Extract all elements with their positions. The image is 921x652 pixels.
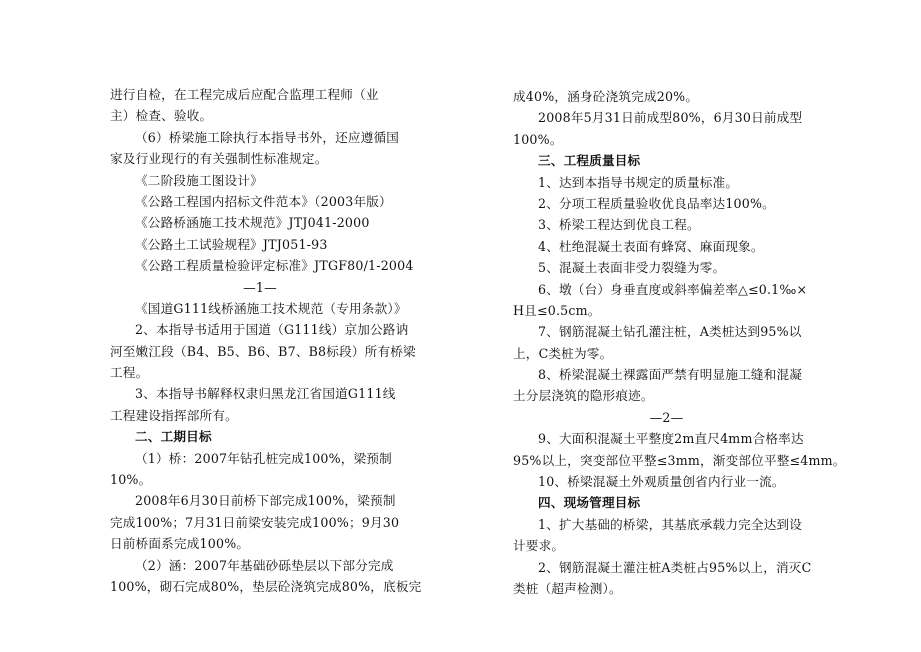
text-line: 8、桥梁混凝土裸露面严禁有明显施工缝和混凝	[538, 367, 803, 383]
text-line: 土分层浇筑的隐形痕迹。	[513, 388, 654, 404]
text-line: 《公路工程质量检验评定标准》JTGF80/1-2004	[135, 258, 414, 274]
text-line: 9、大面积混凝土平整度2m直尺4mm合格率达	[538, 431, 804, 447]
text-line: 1、扩大基础的桥梁，其基底承载力完全达到设	[538, 516, 803, 532]
text-line: （1）桥：2007年钻孔桩完成100%，梁预制	[135, 450, 392, 466]
text-line: 1、达到本指导书规定的质量标准。	[538, 174, 739, 190]
text-line: 《二阶段施工图设计》	[135, 172, 263, 188]
text-line: 6、墩（台）身垂直度或斜率偏差率△≤0.1‰×	[538, 281, 808, 297]
text-line: 100%，砌石完成80%，垫层砼浇筑完成80%，底板完	[110, 578, 422, 594]
text-line: 计要求。	[513, 538, 565, 554]
text-line: 家及行业现行的有关强制性标准规定。	[110, 151, 328, 167]
text-line: 主）检查、验收。	[110, 108, 213, 124]
text-line: 工程建设指挥部所有。	[110, 407, 238, 423]
text-line: （6）桥梁施工除执行本指导书外，还应遵循国	[135, 129, 400, 145]
page-number: —1—	[243, 279, 277, 295]
text-line: 2、钢筋混凝土灌注桩A类桩占95%以上，消灭C	[538, 559, 812, 575]
text-line: 工程。	[110, 365, 149, 381]
text-line: 2、本指导书适用于国道（G111线）京加公路讷	[135, 322, 409, 338]
text-line: 2008年6月30日前桥下部完成100%，梁预制	[135, 493, 396, 509]
text-line: 《国道G111线桥涵施工技术规范（专用条款）》	[135, 300, 407, 316]
text-line: 3、本指导书解释权隶归黑龙江省国道G111线	[135, 386, 396, 402]
text-line: 2、分项工程质量验收优良品率达100%。	[538, 195, 775, 211]
text-line: 《公路桥涵施工技术规范》JTJ041-2000	[135, 215, 370, 231]
section-heading: 二、工期目标	[135, 429, 212, 445]
text-line: 95%以上，突变部位平整≤3mm，渐变部位平整≤4mm。	[513, 452, 846, 468]
section-heading: 三、工程质量目标	[538, 153, 641, 169]
text-line: 100%。	[513, 131, 563, 147]
text-line: 10%。	[110, 472, 152, 488]
text-line: 《公路土工试验规程》JTJ051-93	[135, 236, 328, 252]
text-line: 《公路工程国内招标文件范本》（2003年版）	[135, 193, 392, 209]
page-number: —2—	[649, 409, 684, 425]
text-line: 4、杜绝混凝土表面有蜂窝、麻面现象。	[538, 238, 764, 254]
text-line: 完成100%；7月31日前梁安装完成100%；9月30	[110, 514, 400, 530]
text-line: 3、桥梁工程达到优良工程。	[538, 217, 700, 233]
text-line: （2）涵：2007年基础砂砾垫层以下部分完成	[135, 557, 394, 573]
text-line: 7、钢筋混凝土钻孔灌注桩，A类桩达到95%以	[538, 324, 802, 340]
text-line: 河至嫩江段（B4、B5、B6、B7、B8标段）所有桥梁	[110, 343, 416, 359]
left-column	[110, 84, 422, 597]
section-heading: 四、现场管理目标	[538, 495, 641, 511]
right-column	[513, 86, 846, 599]
text-line: 类桩（超声检测）。	[513, 580, 622, 596]
text-line: 成40%，涵身砼浇筑完成20%。	[513, 89, 699, 104]
text-line: 日前桥面系完成100%。	[110, 536, 250, 552]
text-line: 2008年5月31日前成型80%，6月30日前成型	[538, 110, 803, 126]
text-line: 5、混凝土表面非受力裂缝为零。	[538, 260, 726, 276]
text-line: H且≤0.5cm。	[513, 302, 601, 318]
text-line: 上，C类桩为零。	[513, 345, 613, 361]
text-line: 进行自检，在工程完成后应配合监理工程师（业	[110, 87, 379, 102]
text-line: 10、桥梁混凝土外观质量创省内行业一流。	[538, 474, 785, 490]
